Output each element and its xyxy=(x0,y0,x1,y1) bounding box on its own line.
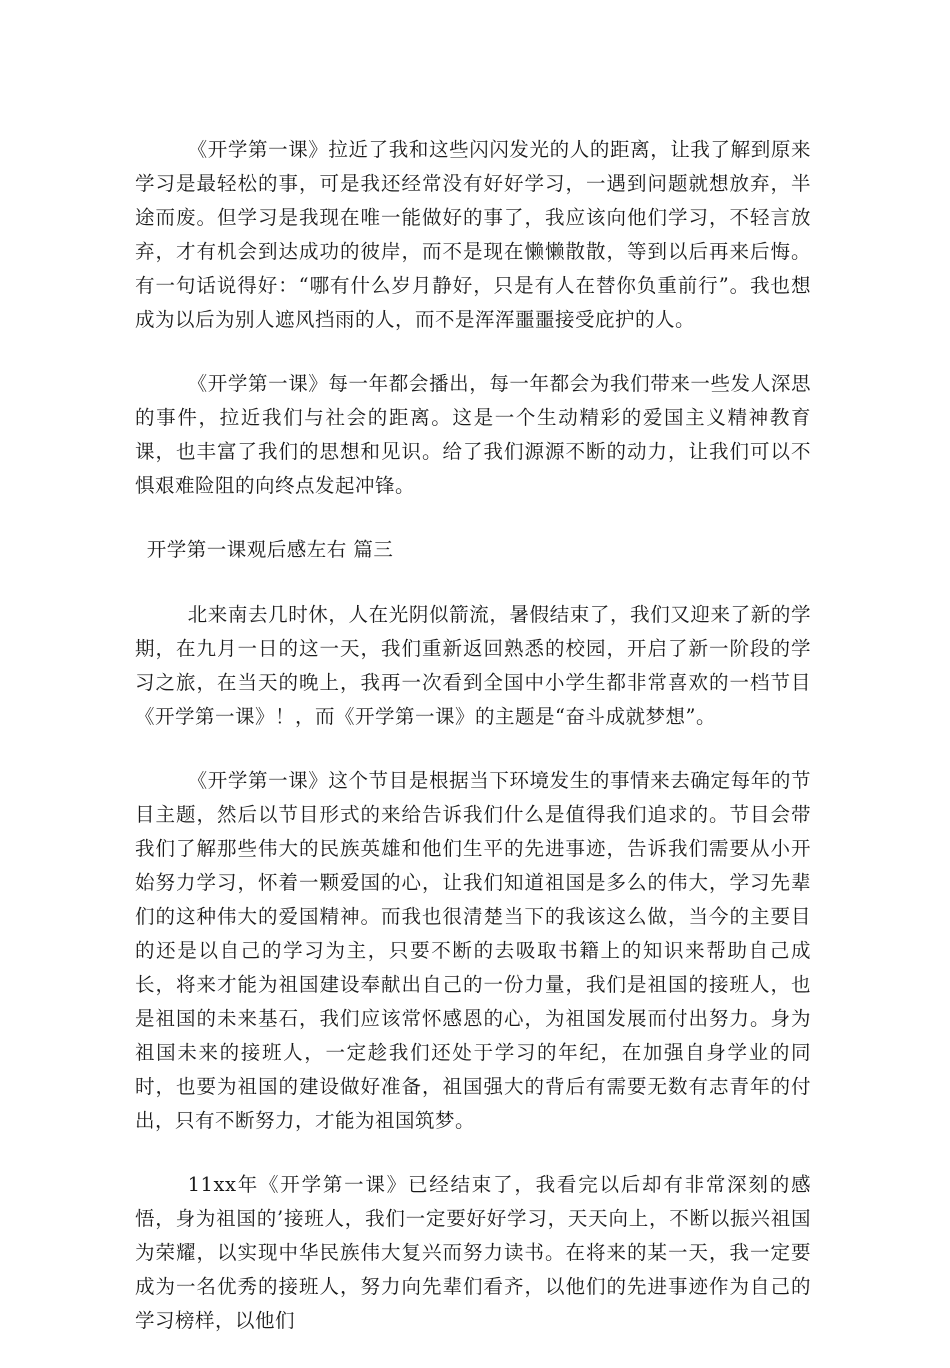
paragraph-1: 《开学第一课》拉近了我和这些闪闪发光的人的距离，让我了解到原来学习是最轻松的事，可是我还经常没有好好学习，一遇到问题就想放弃，半途而废。但学习是我现在唯一能做好的事了，我应该向他们学习，不轻言放弃，才有机会到达成功的彼岸，而不是现在懒懒散散，等到以后再来后悔。有一句话说得好：“哪有什么岁月静好，只是有人在替你负重前行”。我也想成为以后为别人遮风挡雨的人，而不是浑浑噩噩接受庇护的人。 xyxy=(135,138,811,331)
paragraph-4: 《开学第一课》这个节目是根据当下环境发生的事情来去确定每年的节目主题，然后以节目形式的来给告诉我们什么是值得我们追求的。节目会带我们了解那些伟大的民族英雄和他们生平的先进事迹，告诉我们需要从小开始努力学习，怀着一颗爱国的心，让我们知道祖国是多么的伟大，学习先辈们的这种伟大的爱国精神。而我也很清楚当下的我该这么做，当今的主要目的还是以自己的学习为主，只要不断的去吸取书籍上的知识来帮助自己成长，将来才能为祖国建设奉献出自己的一份力量，我们是祖国的接班人，也是祖国的未来基石，我们应该常怀感恩的心，为祖国发展而付出努力。身为祖国未来的接班人，一定趁我们还处于学习的年纪，在加强自身学业的同时，也要为祖国的建设做好准备，祖国强大的背后有需要无数有志青年的付出，只有不断努力，才能为祖国筑梦。 xyxy=(135,769,811,1132)
section-heading: 开学第一课观后感左右 篇三 xyxy=(146,538,394,561)
paragraph-3: 北来南去几时休，人在光阴似箭流，暑假结束了，我们又迎来了新的学期，在九月一日的这一天，我们重新返回熟悉的校园，开启了新一阶段的学习之旅，在当天的晚上，我再一次看到全国中小学生都非常喜欢的一档节目《开学第一课》！，而《开学第一课》的主题是“奋斗成就梦想”。 xyxy=(135,603,811,728)
document-body xyxy=(135,133,811,1368)
paragraph-2: 《开学第一课》每一年都会播出，每一年都会为我们带来一些发人深思的事件，拉近我们与社会的距离。这是一个生动精彩的爱国主义精神教育课，也丰富了我们的思想和见识。给了我们源源不断的动力，让我们可以不惧艰难险阻的向终点发起冲锋。 xyxy=(135,372,811,497)
paragraph-5: 11xx年《开学第一课》已经结束了，我看完以后却有非常深刻的感悟，身为祖国的’接班人，我们一定要好好学习，天天向上，不断以振兴祖国为荣耀，以实现中华民族伟大复兴而努力读书。在将来的某一天，我一定要成为一名优秀的接班人，努力向先辈们看齐，以他们的先进事迹作为自己的学习榜样，以他们 xyxy=(135,1173,811,1332)
